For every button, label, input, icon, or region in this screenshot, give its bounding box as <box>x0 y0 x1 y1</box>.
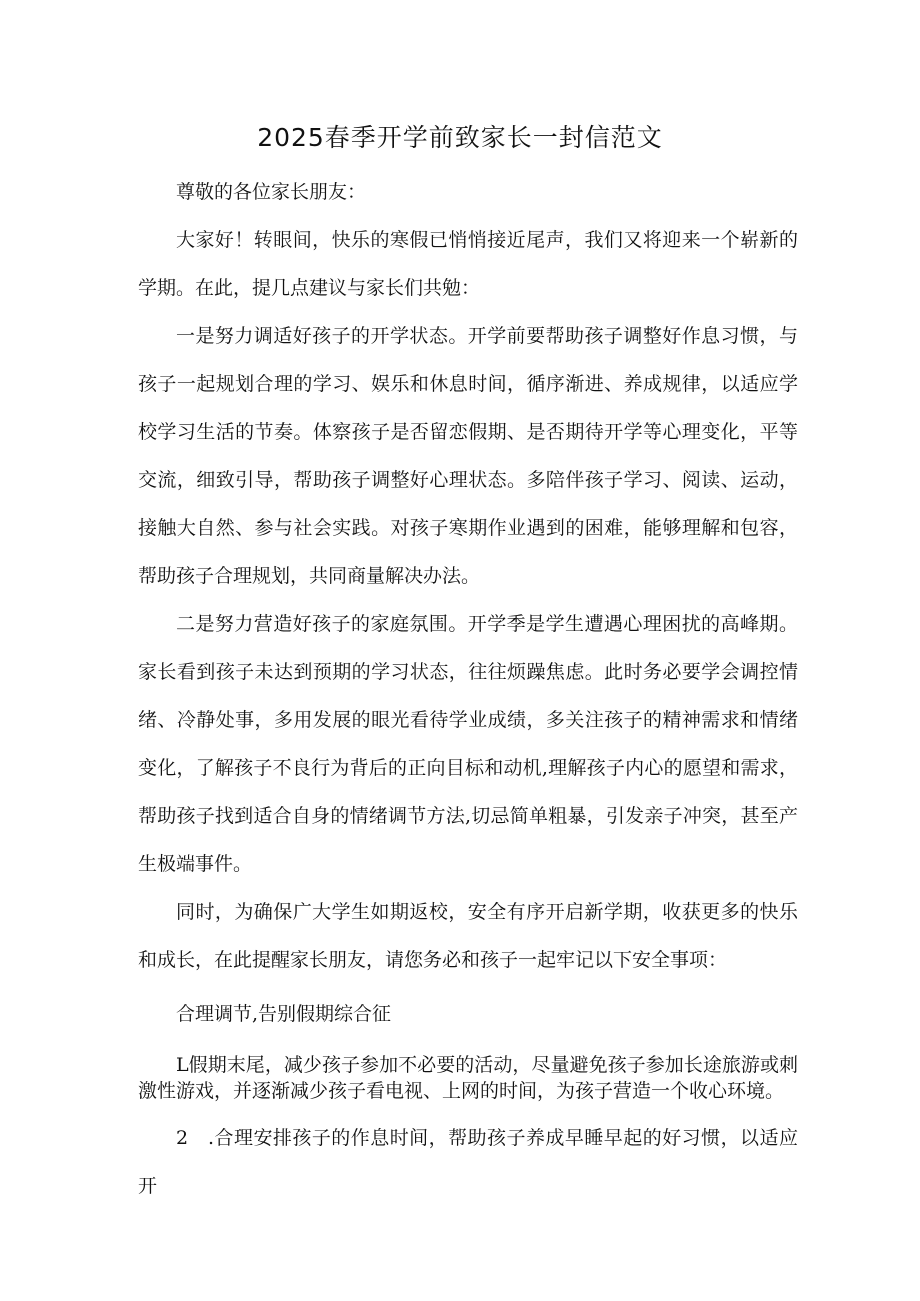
subheading: 合理调节,告别假期综合征 <box>176 1003 392 1025</box>
list-item-2: 2 .合理安排孩子的作息时间，帮助孩子养成早睡早起的好习惯，以适应开 <box>138 1127 798 1197</box>
document-title: 2025春季开学前致家长一封信范文 <box>257 123 663 152</box>
greeting: 尊敬的各位家长朋友： <box>176 181 367 203</box>
list-item-1: L假期末尾，减少孩子参加不必要的活动，尽量避免孩子参加长途旅游或刺激性游戏，并逐渐减少孩子看电视、上网的时间，为孩子营造一个收心环境。 <box>138 1054 798 1102</box>
paragraph-intro: 大家好！转眼间，快乐的寒假已悄悄接近尾声，我们又将迎来一个崭新的学期。在此，提几点建议与家长们共勉： <box>138 229 798 299</box>
paragraph-point-1: 一是努力调适好孩子的开学状态。开学前要帮助孩子调整好作息习惯，与孩子一起规划合理的学习、娱乐和休息时间，循序渐进、养成规律，以适应学校学习生活的节奏。体察孩子是否留恋假期、是否期待开学等心理变化，平等交流，细致引导，帮助孩子调整好心理状态。多陪伴孩子学习、阅读、运动，接触大自然、参与社会实践。对孩子寒期作业遇到的困难，能够理解和包容，帮助孩子合理规划，共同商量解决办法。 <box>138 325 798 587</box>
paragraph-safety-intro: 同时，为确保广大学生如期返校，安全有序开启新学期，收获更多的快乐和成长，在此提醒家长朋友，请您务必和孩子一起牢记以下安全事项： <box>138 901 798 971</box>
paragraph-point-2: 二是努力营造好孩子的家庭氛围。开学季是学生遭遇心理困扰的高峰期。家长看到孩子未达到预期的学习状态，往往烦躁焦虑。此时务必要学会调控情绪、冷静处事，多用发展的眼光看待学业成绩，多关注孩子的精神需求和情绪变化，了解孩子不良行为背后的正向目标和动机,理解孩子内心的愿望和需求，帮助孩子找到适合自身的情绪调节方法,切忌简单粗暴，引发亲子冲突，甚至产生极端事件。 <box>138 613 798 875</box>
